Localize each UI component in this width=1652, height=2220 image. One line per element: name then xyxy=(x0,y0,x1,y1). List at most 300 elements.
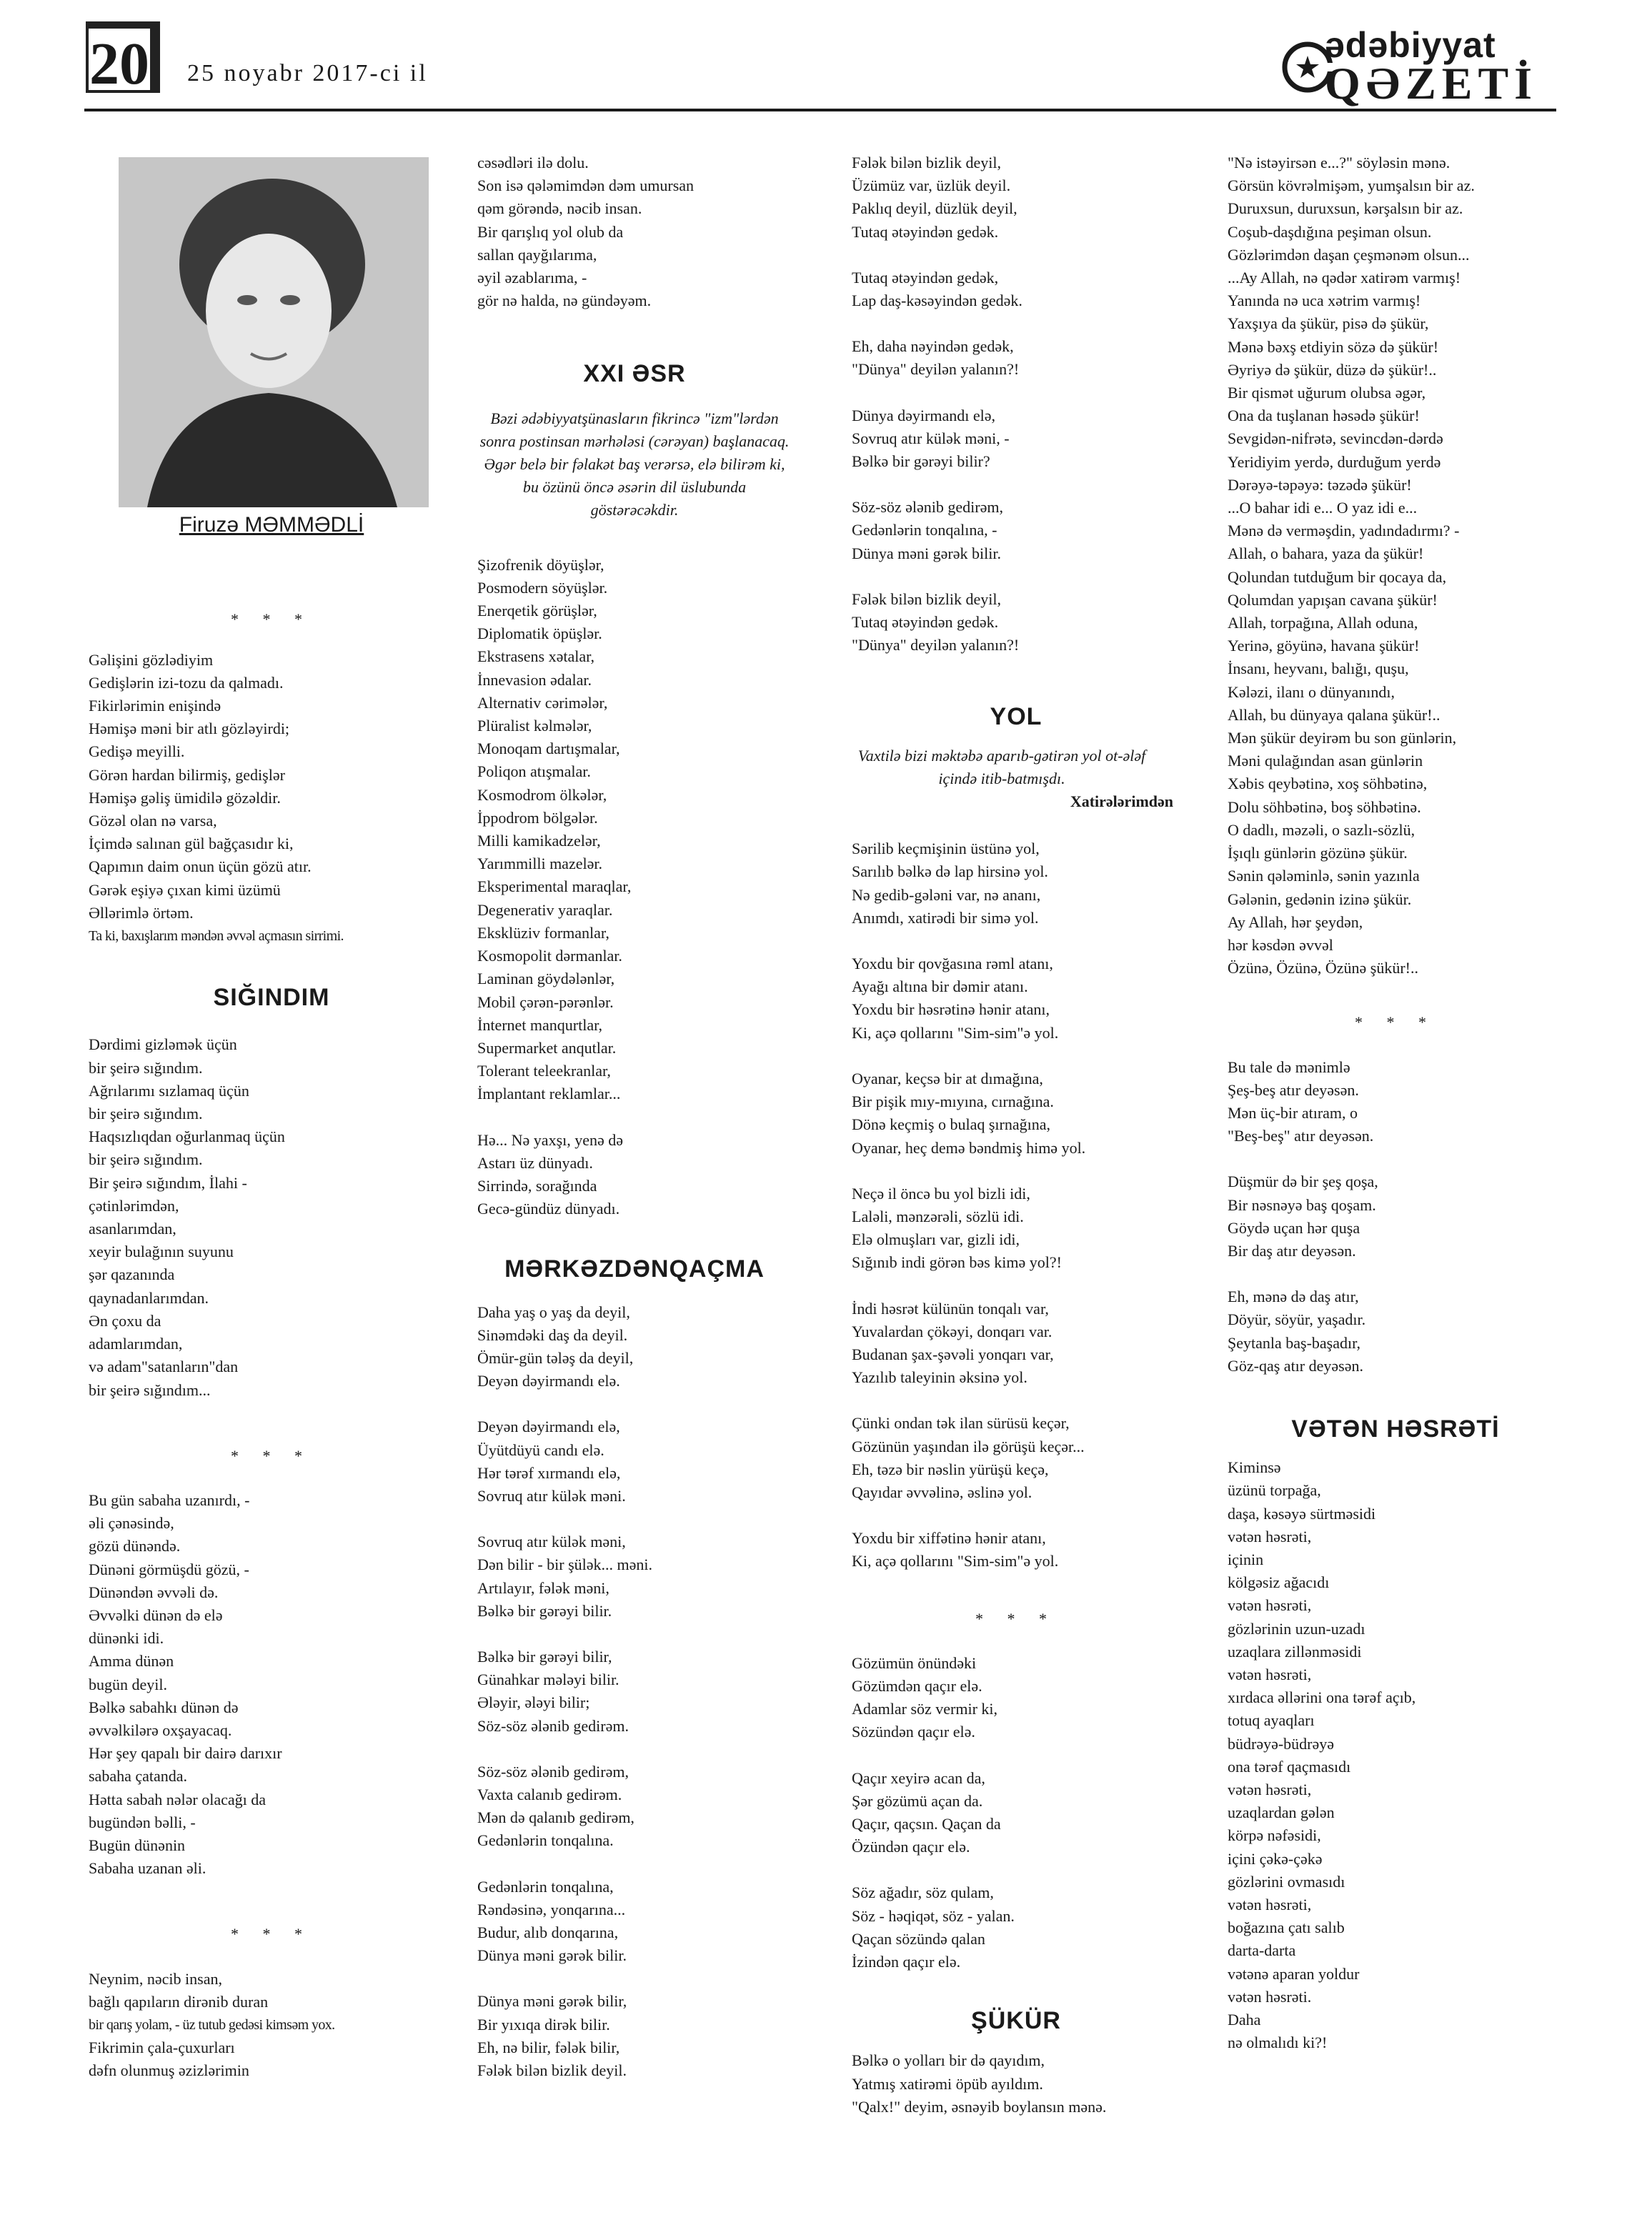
poem-epigraph: Bəzi ədəbiyyatşünasların fikrincə "izm"lərdən sonra postinsan mərhələsi (cərəyan) başlanacaq. Əgər belə bir fəlakət baş verərsə, elə bilirəm ki, bu özünü öncə əsərin dil üslubunda göstərəcəkdir. xyxy=(479,409,790,519)
poem-line: Qaçan sözündə qalan xyxy=(852,1929,985,1948)
poem-line: Rəndəsinə, yonqarına... xyxy=(477,1900,626,1918)
poem-line: Ay Allah, hər şeydən, xyxy=(1228,912,1363,931)
poem-line: Dünya məni gərək bilir. xyxy=(852,544,1001,562)
poem-line: Hər tərəf xırmandı elə, xyxy=(477,1463,621,1482)
poem-line: bir qarış yolam, - üz tutub gedəsi kimsəm yox. xyxy=(89,2016,335,2033)
poem-line: Ekstrasens xətalar, xyxy=(477,647,595,666)
poem-line: boğazına çatı salıb xyxy=(1228,1918,1345,1937)
poem-line: Dolu söhbətinə, boş söhbətinə. xyxy=(1228,797,1421,816)
poem-line: Deyən dəyirmandı elə, xyxy=(477,1418,620,1436)
poem-line: Söz - həqiqət, söz - yalan. xyxy=(852,1906,1015,1925)
poem-line: Budanan şax-şəvəli yonqarı var, xyxy=(852,1345,1054,1363)
poem-line: Mobil çərən-pərənlər. xyxy=(477,992,614,1011)
poem-line: büdrəyə-büdrəyə xyxy=(1228,1734,1335,1753)
poem-line: vətən həsrəti, xyxy=(1228,1781,1312,1798)
poem-line: Daha xyxy=(1228,2011,1261,2029)
poem-line: Gedənlərin tonqalına, - xyxy=(852,521,997,539)
poem-line: Sirrində, sorağında xyxy=(477,1176,597,1195)
poem-line: Söz-söz ələnib gedirəm, xyxy=(852,498,1003,517)
stanza xyxy=(852,267,1180,312)
masthead-title-bottom: QƏZETİ xyxy=(1325,58,1538,109)
poem-line: Gözümdən qaçır elə. xyxy=(852,1676,982,1695)
poem-line: Eh, daha nəyindən gedək, xyxy=(852,337,1014,356)
poem-line: əvvəlkilərə oxşayacaq. xyxy=(89,1721,232,1739)
stanza xyxy=(852,837,1180,930)
poem-untitled-1 xyxy=(89,649,464,948)
poem-line: Fikrimin çala-çuxurları xyxy=(89,2039,235,2057)
stanza xyxy=(1228,1056,1563,1148)
poem-line: uzaqlardan gələn xyxy=(1228,1803,1335,1822)
poem-line: Bir pişik mıy-mıyına, cırnağına. xyxy=(852,1092,1054,1111)
poem-line: Mən şükür deyirəm bu son günlərin, xyxy=(1228,729,1457,747)
section-divider-stars: * * * xyxy=(231,610,312,629)
poem-line: vətənə aparan yoldur xyxy=(1228,1964,1360,1983)
poem-continuation xyxy=(477,151,792,312)
poem-line: Göz-qaş atır deyəsən. xyxy=(1228,1356,1363,1375)
poem-line: Söz ağadır, söz qulam, xyxy=(852,1883,994,1902)
poem-line: Gecə-gündüz dünyadı. xyxy=(477,1200,620,1218)
poem-line: Xəbis qeybətinə, xoş söhbətinə, xyxy=(1228,775,1428,793)
poem-line: xeyir bulağının suyunu xyxy=(89,1243,234,1261)
poem-line: Posmodern söyüşlər. xyxy=(477,578,608,597)
poem-shukur xyxy=(852,2049,1180,2119)
poem-line: Laminan göydələnlər, xyxy=(477,970,615,988)
page-number-box xyxy=(86,21,160,97)
poem-line: Sığınıb indi görən bəs kimə yol?! xyxy=(852,1253,1062,1272)
poem-line: Bir şeirə sığındım, İlahi - xyxy=(89,1173,247,1192)
poem-line: Yatmış xatirəmi öpüb ayıldım. xyxy=(852,2074,1043,2093)
poem-line: Bir nəsnəyə baş qoşam. xyxy=(1228,1195,1376,1214)
poem-line: Əllərimlə örtəm. xyxy=(89,903,194,922)
epigraph-signature: Xatirələrimdən xyxy=(1070,792,1173,811)
poem-line: Dünya məni gərək bilir, xyxy=(477,1992,627,2011)
poem-epigraph: Vaxtilə bizi məktəbə aparıb-gətirən yol ot-ələf içində itib-batmışdı. xyxy=(857,746,1146,787)
poem-line: gözlərinin uzun-uzadı xyxy=(1228,1619,1365,1638)
poem-line: asanlarımdan, xyxy=(89,1220,176,1238)
section-divider-stars: * * * xyxy=(231,1925,312,1943)
column-1 xyxy=(79,157,464,2083)
poem-line: bir şeirə sığındım. xyxy=(89,1105,203,1123)
poem-line: daşa, kəsəyə sürtməsidi xyxy=(1228,1504,1376,1523)
poem-line: adamlarımdan, xyxy=(89,1335,183,1353)
poem-line: bir şeirə sığındım. xyxy=(89,1150,203,1169)
poem-line: nə olmalıdı ki?! xyxy=(1228,2034,1328,2052)
poem-line: içini çəkə-çəkə xyxy=(1228,1849,1323,1868)
poem-line: Kiminsə xyxy=(1228,1458,1281,1477)
poem-line: Poliqon atışmalar. xyxy=(477,762,591,781)
poem-line: vətən həsrəti, xyxy=(1228,1596,1312,1615)
poem-line: Bəlkə bir gərəyi bilir? xyxy=(852,452,990,471)
poem-line: Fikirlərimin enişində xyxy=(89,697,222,715)
poem-line: Sevgidən-nifrətə, sevincdən-dərdə xyxy=(1228,429,1443,448)
poem-line: Eksperimental maraqlar, xyxy=(477,877,632,896)
poem-line: Duruxsun, duruxsun, kərşalsın bir az. xyxy=(1228,199,1463,218)
poem-line: Supermarket anqutlar. xyxy=(477,1038,617,1057)
poem-line: Qolumdan yapışan cavana şükür! xyxy=(1228,590,1438,609)
poem-line: Söz-söz ələnib gedirəm. xyxy=(477,1716,629,1735)
poem-line: Dən bilir - bir şülək... məni. xyxy=(477,1556,653,1574)
poem-line: kölgəsiz ağacıdı xyxy=(1228,1573,1330,1592)
poem-untitled-5 xyxy=(1228,1056,1563,1378)
poem-line: "Qalx!" deyim, əsnəyib boylansın mənə. xyxy=(852,2097,1107,2116)
poem-line: Plüralist kəlmələr, xyxy=(477,717,592,735)
poem-line: Bəlkə bir gərəyi bilir. xyxy=(477,1601,612,1620)
stanza xyxy=(852,952,1180,1045)
stanza xyxy=(852,335,1180,381)
poem-line: İnsanı, heyvanı, balığı, quşu, xyxy=(1228,659,1409,678)
poem-line: Ən çoxu da xyxy=(89,1311,161,1330)
poem-line: hər kəsdən əvvəl xyxy=(1228,935,1333,954)
stanza xyxy=(852,1881,1180,1973)
poem-line: içinin xyxy=(1228,1550,1264,1568)
masthead xyxy=(1279,24,1538,109)
poem-line: xırdaca əllərini ona tərəf açıb, xyxy=(1228,1688,1416,1707)
poem-line: bir şeirə sığındım. xyxy=(89,1058,203,1077)
poem-untitled-2 xyxy=(89,1489,464,1880)
poem-line: Qolundan tutduğum bir qocaya da, xyxy=(1228,567,1447,586)
poem-line: Bir qismət uğurum olubsa əgər, xyxy=(1228,384,1426,402)
poem-line: Gedənlərin tonqalına, xyxy=(477,1877,614,1896)
poem-line: Tolerant teleekranlar, xyxy=(477,1062,611,1080)
stanza xyxy=(477,1301,792,1393)
poem-line: Qayıdar əvvəlinə, əslinə yol. xyxy=(852,1483,1032,1501)
poem-line: şər qazanında xyxy=(89,1265,175,1284)
poem-line: Döyür, söyür, yaşadır. xyxy=(1228,1310,1366,1329)
poem-line: Yeridiyim yerdə, durduğum yerdə xyxy=(1228,452,1441,471)
masthead-title-top: ədəbiyyat xyxy=(1325,25,1496,65)
poem-line: İçimdə salınan gül bağçasıdır ki, xyxy=(89,835,294,853)
poem-line: "Beş-beş" atır deyəsən. xyxy=(1228,1127,1374,1145)
stanza xyxy=(852,1183,1180,1275)
poem-line: gözü dünəndə. xyxy=(89,1537,181,1556)
poem-line: Ki, açə qollarını "Sim-sim"ə yol. xyxy=(852,1023,1059,1042)
poem-line: Həmişə məni bir atlı gözləyirdi; xyxy=(89,720,290,738)
poem-line: Fələk bilən bizlik deyil, xyxy=(852,589,1001,608)
stanza xyxy=(477,1530,792,1623)
poem-line: Bəlkə bir gərəyi bilir, xyxy=(477,1647,612,1666)
poem-line: Ki, açə qollarını "Sim-sim"ə yol. xyxy=(852,1552,1059,1571)
poem-line: Fələk bilən bizlik deyil. xyxy=(477,2061,627,2080)
poem-line: əyil əzablarıma, - xyxy=(477,269,587,287)
poem-line: Üyütdüyü candı elə. xyxy=(477,1440,604,1459)
poem-line: İzindən qaçır elə. xyxy=(852,1952,961,1971)
poem-line: qaynadanlarımdan. xyxy=(89,1288,209,1307)
poem-line: Milli kamikadzelər, xyxy=(477,832,601,850)
poem-line: ...O bahar idi e... O yaz idi e... xyxy=(1228,499,1418,517)
poem-line: Monoqam dartışmalar, xyxy=(477,740,620,758)
poem-line: Paklıq deyil, düzlük deyil, xyxy=(852,199,1017,218)
poem-line: Gedişlərin izi-tozu da qalmadı. xyxy=(89,673,284,692)
poem-line: Nə gedib-gələni var, nə ananı, xyxy=(852,885,1041,904)
poem-line: darta-darta xyxy=(1228,1941,1296,1960)
poem-line: Düşmür də bir şeş qoşa, xyxy=(1228,1173,1378,1191)
poem-line: vətən həsrəti, xyxy=(1228,1896,1312,1914)
poem-line: qəm görəndə, nəcib insan. xyxy=(477,199,642,218)
poem-line: körpə nəfəsidi, xyxy=(1228,1826,1321,1845)
poem-line: Enerqetik görüşlər, xyxy=(477,602,597,620)
poem-line: Görən hardan bilirmiş, gedişlər xyxy=(89,765,285,784)
poem-line: Amma dünən xyxy=(89,1652,174,1671)
poem-line: Anımdı, xatirədi bir simə yol. xyxy=(852,908,1039,927)
stanza xyxy=(1228,1285,1563,1378)
poem-line: Adamlar söz vermir ki, xyxy=(852,1700,998,1718)
poem-line: Qaçır, qaçsın. Qaçan da xyxy=(852,1814,1001,1833)
poem-line: Eh, təzə bir nəslin yürüşü keçə, xyxy=(852,1460,1049,1478)
poem-line: Sözündən qaçır elə. xyxy=(852,1723,975,1741)
stanza xyxy=(852,1412,1180,1504)
poem-title-merkezdenqacma: MƏRKƏZDƏNQAÇMA xyxy=(504,1255,765,1283)
poem-line: Sənin qələminlə, sənin yazınla xyxy=(1228,867,1420,885)
poem-line: cəsədləri ilə dolu. xyxy=(477,154,589,171)
column-3 xyxy=(852,151,1180,2119)
poem-line: Alternativ cərimələr, xyxy=(477,693,608,712)
poem-line: ...Ay Allah, nə qədər xatirəm varmış! xyxy=(1228,269,1461,287)
poem-line: Sabaha uzanan əli. xyxy=(89,1859,206,1878)
poem-line: Mənə də verməşdin, yadındadırmı? - xyxy=(1228,522,1460,540)
poem-line: Üzümüz var, üzlük deyil. xyxy=(852,176,1011,195)
stanza xyxy=(477,1646,792,1738)
poem-line: Dünəni görmüşdü gözü, - xyxy=(89,1560,249,1578)
poem-line: vətən həsrəti. xyxy=(1228,1987,1312,2006)
stanza xyxy=(477,1761,792,1853)
stanza xyxy=(1228,1170,1563,1263)
poem-line: Astarı üz dünyadı. xyxy=(477,1153,593,1172)
poem-line: Dünya məni gərək bilir. xyxy=(477,1946,627,1965)
poem-line: Yanında nə uca xətrim varmış! xyxy=(1228,292,1421,310)
poem-line: Gələnin, gedənin izinə şükür. xyxy=(1228,890,1412,908)
poem-line: Hə... Nə yaxşı, yenə də xyxy=(477,1130,624,1149)
stanza xyxy=(852,1298,1180,1390)
poem-line: Ağrılarımı sızlamaq üçün xyxy=(89,1081,249,1100)
poem-line: totuq ayaqları xyxy=(1228,1711,1315,1730)
stanza xyxy=(477,1415,792,1508)
poem-line: Bir yıxıqa dirək bilir. xyxy=(477,2015,610,2034)
poem-line: Şeş-beş atır deyəsən. xyxy=(1228,1080,1359,1099)
poem-line: Ömür-gün tələş da deyil, xyxy=(477,1348,634,1367)
poem-line: Özündən qaçır elə. xyxy=(852,1838,970,1856)
poem-line: Çünki ondan tək ilan sürüsü keçər, xyxy=(852,1414,1070,1433)
poem-line: Sarılıb bəlkə də lap hirsinə yol. xyxy=(852,862,1048,881)
poem-line: İndi həsrət külünün tonqalı var, xyxy=(852,1299,1049,1318)
poem-line: Budur, alıb donqarına, xyxy=(477,1923,619,1941)
poem-line: Gedişə meyilli. xyxy=(89,742,185,761)
poem-line: Məni qulağından asan günlərin xyxy=(1228,752,1423,770)
poem-line: Tutaq ətəyindən gedək. xyxy=(852,222,999,241)
poem-line: Gözəl olan nə varsa, xyxy=(89,812,217,830)
poem-line: Şər gözümü açan da. xyxy=(852,1791,983,1810)
column-2 xyxy=(477,151,792,2082)
poem-line: Tutaq ətəyindən gedək, xyxy=(852,268,999,287)
poem-line: Yaxşıya da şükür, pisə də şükür, xyxy=(1228,314,1429,333)
poem-line: vətən həsrəti, xyxy=(1228,1527,1312,1545)
poem-line: Artılayır, fələk məni, xyxy=(477,1578,609,1597)
section-divider-stars: * * * xyxy=(231,1446,312,1465)
poem-line: Həmişə gəliş ümidilə gözəldir. xyxy=(89,788,281,807)
poem-line: Kosmopolit dərmanlar. xyxy=(477,947,622,965)
poem-line: Özünə, Özünə, Özünə şükür!.. xyxy=(1228,959,1418,977)
poem-line: Yoxdu bir həsrətinə hənir atanı, xyxy=(852,1000,1050,1019)
poem-title-xxi-esr: XXI ƏSR xyxy=(583,360,686,388)
poem-line: Daha yaş o yaş da deyil, xyxy=(477,1303,630,1321)
poem-line: "Dünya" deyilən yalanın?! xyxy=(852,360,1020,379)
page-number: 20 xyxy=(89,31,149,97)
stanza xyxy=(477,1876,792,1968)
poem-shukur-continued xyxy=(1228,151,1563,980)
poem-line: və adam"satanların"dan xyxy=(89,1358,239,1376)
poem-line: Ona da tuşlanan həsədə şükür! xyxy=(1228,407,1420,425)
poem-line: Bir qarışlıq yol olub da xyxy=(477,222,624,241)
poem-line: Əyriyə də şükür, düzə də şükür!.. xyxy=(1228,360,1437,379)
poem-line: "Nə istəyirsən e...?" söyləsin mənə. xyxy=(1228,154,1451,171)
poem-line: Neçə il öncə bu yol bizli idi, xyxy=(852,1184,1030,1203)
poem-line: Yuvalardan çökəyi, donqarı var. xyxy=(852,1322,1053,1340)
poem-line: Sinəmdəki daş da deyil. xyxy=(477,1325,628,1344)
poem-line: İppodrom bölgələr. xyxy=(477,808,598,827)
poem-line: Söz-söz ələnib gedirəm, xyxy=(477,1762,629,1781)
poem-title-yol: YOL xyxy=(990,703,1043,731)
poem-line: Bu gün sabaha uzanırdı, - xyxy=(89,1490,250,1509)
poem-line: Hər şey qapalı bir dairə darıxır xyxy=(89,1744,282,1763)
poem-line: Oyanar, keçsə bir at dımağına, xyxy=(852,1069,1043,1087)
poem-line: Vaxta calanıb gedirəm. xyxy=(477,1785,622,1803)
poem-line: Mən üç-bir atıram, o xyxy=(1228,1103,1358,1122)
poem-line: sabaha çatanda. xyxy=(89,1767,188,1786)
poem-line: bugün deyil. xyxy=(89,1675,167,1693)
poem-title-veten-hesreti: VƏTƏN HƏSRƏTİ xyxy=(1291,1415,1500,1443)
poem-line: Sərilib keçmişinin üstünə yol, xyxy=(852,840,1040,858)
poem-line: Dünəndən əvvəli də. xyxy=(89,1583,219,1601)
poem-line: Neynim, nəcib insan, xyxy=(89,1969,222,1988)
poem-line: Görsün kövrəlmişəm, yumşalsın bir az. xyxy=(1228,176,1475,195)
poem-xxi-esr xyxy=(477,554,792,1221)
stanza xyxy=(852,588,1180,657)
stanza xyxy=(852,1067,1180,1160)
poem-line: İşıqlı günlərin gözünə şükür. xyxy=(1228,844,1408,862)
poem-line: Mənə bəxş etdiyin sözə də şükür! xyxy=(1228,337,1439,356)
poem-title-siginidim: SIĞINDIM xyxy=(213,984,330,1012)
poem-line: O dadlı, məzəli, o sazlı-sözlü, xyxy=(1228,820,1415,839)
poem-line: Allah, torpağına, Allah oduna, xyxy=(1228,614,1418,632)
header-divider xyxy=(84,109,1556,111)
poem-line: Degenerativ yaraqlar. xyxy=(477,900,613,919)
poem-yol xyxy=(852,837,1180,1573)
poem-merkezdenqacma xyxy=(477,1301,792,2083)
poem-line: Şeytanla baş-başadır, xyxy=(1228,1333,1361,1352)
poem-siginidim xyxy=(89,1033,464,1401)
poem-line: Yoxdu bir xiffətinə hənir atanı, xyxy=(852,1529,1046,1548)
column-4 xyxy=(1228,151,1563,2054)
poem-line: Gedənlərin tonqalına. xyxy=(477,1831,614,1850)
poem-line: Allah, bu dünyaya qalana şükür!.. xyxy=(1228,705,1440,724)
poem-line: İnternet manqurtlar, xyxy=(477,1015,603,1034)
poem-line: Sovruq atır külək məni, - xyxy=(852,429,1010,447)
poem-line: Yoxdu bir qovğasına rəml atanı, xyxy=(852,955,1053,973)
poem-line: gör nə halda, nə gündəyəm. xyxy=(477,292,652,310)
poem-line: bugündən bəlli, - xyxy=(89,1813,196,1831)
poem-merkezdenqacma-continued xyxy=(852,151,1180,657)
poem-line: Eksklüziv formanlar, xyxy=(477,923,609,942)
poem-line: Tutaq ətəyindən gedək. xyxy=(852,613,999,632)
poem-line: bir şeirə sığındım... xyxy=(89,1380,211,1399)
poem-line: Mən də qalanıb gedirəm, xyxy=(477,1808,635,1827)
stanza xyxy=(852,404,1180,474)
poem-line: Elə olmuşları var, gizli idi, xyxy=(852,1230,1020,1249)
poem-line: Əvvəlki dünən də elə xyxy=(89,1606,223,1624)
poem-line: Gözümün önündəki xyxy=(852,1653,977,1672)
stanza xyxy=(477,1990,792,2082)
author-photo xyxy=(119,157,429,507)
poem-line: Bəlkə sabahkı dünən də xyxy=(89,1698,239,1716)
stanza xyxy=(852,151,1180,244)
poem-line: Qapımın daim onun üçün gözü atır. xyxy=(89,857,312,876)
poem-untitled-3 xyxy=(89,1968,464,2083)
poem-line: Diplomatik öpüşlər. xyxy=(477,624,602,643)
poem-line: İnnevasion ədalar. xyxy=(477,670,592,689)
poem-line: çətinlərimdən, xyxy=(89,1196,179,1215)
poem-line: Bu tale də mənimlə xyxy=(1228,1057,1350,1076)
poem-title-shukur: ŞÜKÜR xyxy=(971,2007,1061,2035)
poem-line: Hətta sabah nələr olacağı da xyxy=(89,1790,266,1808)
poem-line: Ta ki, baxışlarım məndən əvvəl açmasın sirrimi. xyxy=(89,928,344,945)
poem-line: Şizofrenik döyüşlər, xyxy=(477,555,604,574)
poem-line: uzaqlara zillənməsidi xyxy=(1228,1642,1362,1661)
poem-line: Deyən dəyirmandı elə. xyxy=(477,1372,620,1390)
poem-veten-hesreti xyxy=(1228,1456,1563,2054)
poem-line: Eh, mənə də daş atır, xyxy=(1228,1288,1359,1306)
poem-line: əli çənəsində, xyxy=(89,1514,174,1533)
poem-line: Coşub-daşdığına peşiman olsun. xyxy=(1228,222,1432,241)
poem-line: Qaçır xeyirə acan da, xyxy=(852,1768,985,1787)
poem-line: Yerinə, göyünə, havana şükür! xyxy=(1228,637,1420,655)
poem-line: Gözünün yaşından ilə görüşü keçər... xyxy=(852,1437,1085,1455)
poem-line: ona tərəf qaçmasıdı xyxy=(1228,1757,1351,1776)
poem-line: sallan qayğılarıma, xyxy=(477,245,597,264)
poem-line: Gərək eşiyə çıxan kimi üzümü xyxy=(89,880,281,899)
poem-line: Yazılıb taleyinin əksinə yol. xyxy=(852,1368,1027,1387)
stanza xyxy=(852,1652,1180,1744)
section-divider-stars: * * * xyxy=(1355,1013,1436,1032)
poem-line: Kosmodrom ölkələr, xyxy=(477,785,607,804)
poem-line: Dönə keçmiş o bulaq şırnağına, xyxy=(852,1115,1050,1134)
poem-line: Allah, o bahara, yaza da şükür! xyxy=(1228,544,1424,563)
poem-line: Günahkar mələyi bilir. xyxy=(477,1671,620,1689)
poem-line: İmplantant reklamlar... xyxy=(477,1085,621,1103)
poem-line: Bugün dünənin xyxy=(89,1836,186,1854)
section-divider-stars: * * * xyxy=(975,1609,1057,1628)
poem-line: Yarımmilli mazelər. xyxy=(477,855,602,873)
poem-line: Laləli, mənzərəli, sözlü idi. xyxy=(852,1207,1024,1225)
poem-line: Sovruq atır külək məni, xyxy=(477,1533,626,1551)
poem-line: Ayağı altına bir dəmir atanı. xyxy=(852,977,1028,996)
stanza xyxy=(852,1527,1180,1573)
poem-line: Dərdimi gizləmək üçün xyxy=(89,1035,237,1054)
poem-line: Göydə uçan hər quşa xyxy=(1228,1218,1360,1237)
poem-line: "Dünya" deyilən yalanın?! xyxy=(852,636,1020,654)
author-name: Firuzə MƏMMƏDLİ xyxy=(179,513,364,537)
poem-line: Lap daş-kəsəyindən gedək. xyxy=(852,292,1022,310)
stanza xyxy=(852,1767,1180,1859)
poem-line: Fələk bilən bizlik deyil, xyxy=(852,154,1001,171)
poem-line: Son isə qələmimdən dəm umursan xyxy=(477,176,695,195)
poem-line: Ələyir, ələyi bilir; xyxy=(477,1693,590,1712)
issue-date: 25 noyabr 2017-ci il xyxy=(187,60,428,86)
poem-line: Bir daş atır deyəsən. xyxy=(1228,1241,1356,1260)
poem-line: üzünü torpağa, xyxy=(1228,1481,1321,1500)
poem-line: gözlərini ovmasıdı xyxy=(1228,1872,1345,1891)
poem-line: bağlı qapıların dirənib duran xyxy=(89,1992,269,2011)
poem-line: Gəlişini gözlədiyim xyxy=(89,650,214,669)
poem-line: Dünya dəyirmandı elə, xyxy=(852,406,995,424)
